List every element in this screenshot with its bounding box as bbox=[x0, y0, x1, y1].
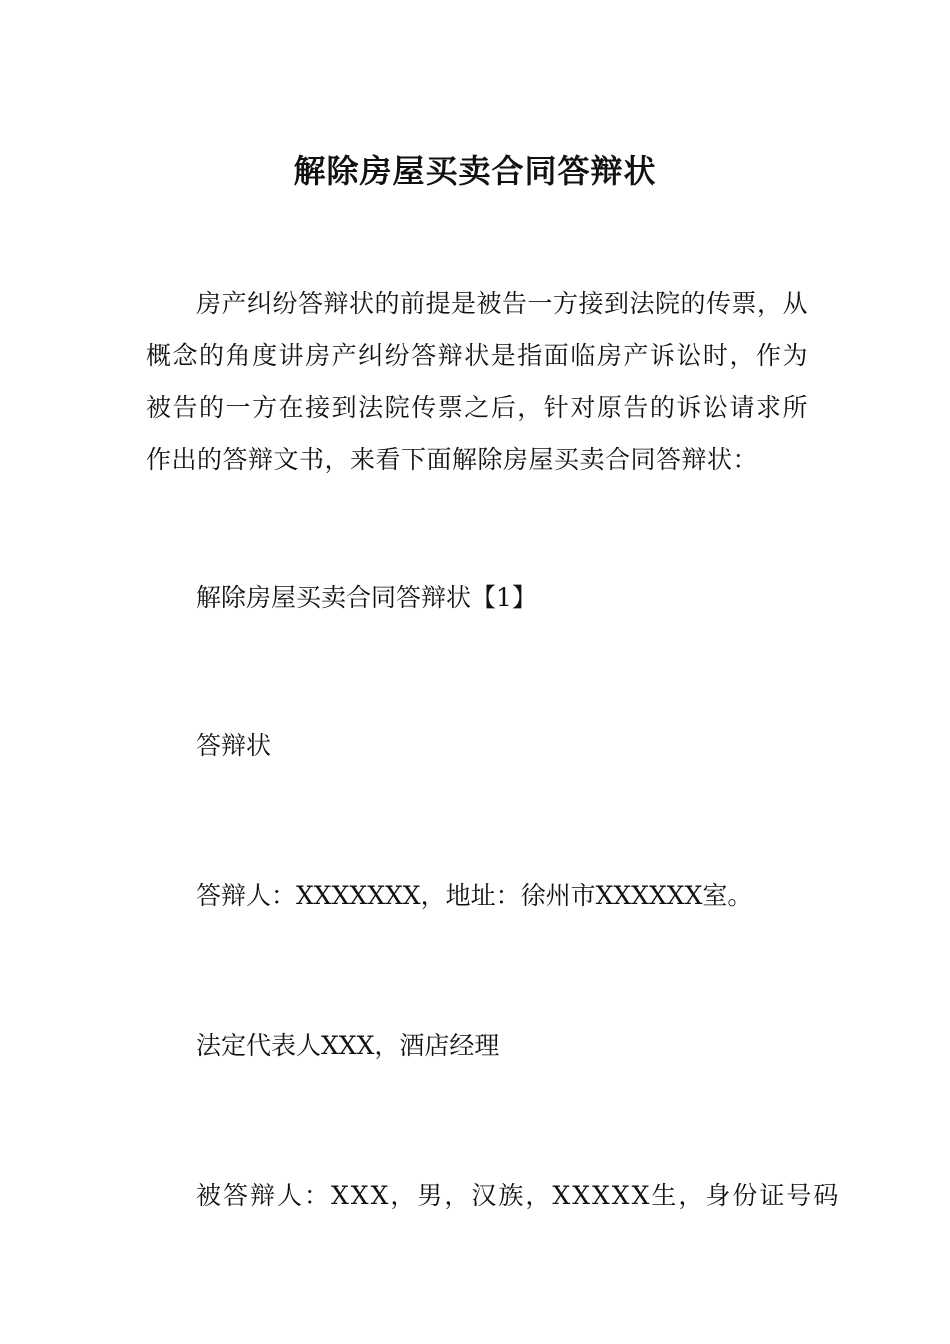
document-title: 解除房屋买卖合同答辩状 bbox=[293, 152, 657, 191]
doc-type-label: 答辩状 bbox=[196, 731, 272, 760]
section-heading: 解除房屋买卖合同答辩状【1】 bbox=[196, 583, 537, 612]
plaintiff-line: 被答辩人：XXX，男，汉族，XXXXX生，身份证号码 bbox=[196, 1181, 841, 1210]
respondent-line: 答辩人：XXXXXXX，地址：徐州市XXXXXX室。 bbox=[196, 881, 753, 910]
legal-representative-line: 法定代表人XXX，酒店经理 bbox=[196, 1031, 500, 1060]
intro-paragraph: 房产纠纷答辩状的前提是被告一方接到法院的传票，从概念的角度讲房产纠纷答辩状是指面临房产诉讼时，作为被告的一方在接到法院传票之后，针对原告的诉讼请求所作出的答辩文书，来看下面解除房屋买卖合同答辩状： bbox=[146, 289, 809, 474]
